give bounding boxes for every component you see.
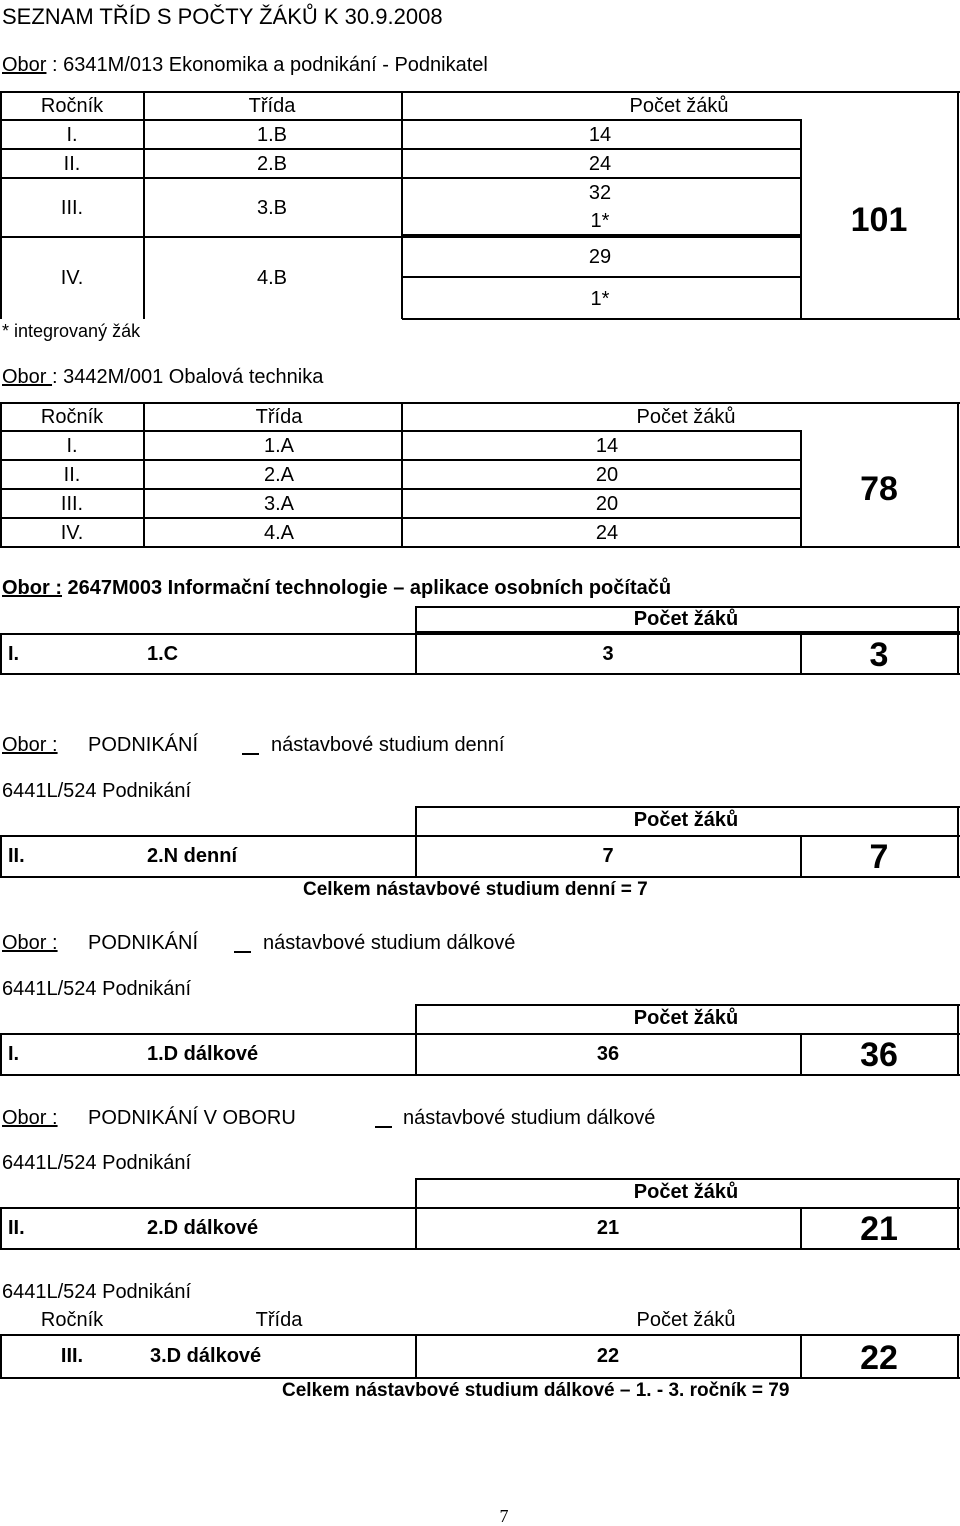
header-pocet: Počet žáků <box>633 1181 739 1203</box>
table-row-rocnik: III. <box>60 197 84 219</box>
obor-heading-5 <box>2 933 58 953</box>
obor-code: 6441L/524 Podnikání <box>2 780 192 802</box>
page-number: 7 <box>499 1506 509 1526</box>
obor-heading-2 <box>2 367 323 387</box>
table-row-rocnik: I. <box>8 643 20 665</box>
obor-label: Obor <box>2 366 53 388</box>
table-row-trida: 1.B <box>256 124 288 146</box>
summary-dalkove: Celkem nástavbové studium dálkové – 1. - 3. ročník = 79 <box>282 1380 790 1401</box>
obor-name: PODNIKÁNÍ <box>88 932 199 954</box>
table-row-pocet: 3 <box>602 643 614 665</box>
total-count: 21 <box>860 1210 898 1248</box>
table-row-pocet: 32 <box>588 182 612 204</box>
table-row-trida: 3.D dálkové <box>150 1345 262 1367</box>
header-pocet: Počet žáků <box>629 95 729 117</box>
table-row-rocnik: IV. <box>60 522 84 544</box>
table-row-trida: 2.N denní <box>147 845 238 867</box>
table-row-pocet: 22 <box>596 1345 620 1367</box>
table-row-pocet: 21 <box>596 1217 620 1239</box>
header-trida: Třída <box>255 406 303 428</box>
table-row-rocnik: IV. <box>60 267 84 289</box>
table-row-pocet: 7 <box>602 845 614 867</box>
table-row-pocet-integrated: 1* <box>590 288 610 310</box>
table-row-rocnik: I. <box>66 124 78 146</box>
obor-desc: nástavbové studium dálkové <box>263 932 516 954</box>
obor-label: Obor : <box>2 734 58 756</box>
header-rocnik: Ročník <box>40 95 104 117</box>
table-row-trida: 3.A <box>263 493 295 515</box>
obor-code: 6441L/524 Podnikání <box>2 1152 192 1174</box>
obor-heading-3 <box>2 578 671 598</box>
obor-label: Obor : <box>2 577 62 599</box>
table-row-rocnik: II. <box>8 845 25 867</box>
table-row-trida: 1.D dálkové <box>147 1043 259 1065</box>
table-row-trida: 1.C <box>147 643 179 665</box>
obor-label: Obor : <box>2 1107 58 1129</box>
table-row-pocet: 14 <box>588 124 612 146</box>
table-row-rocnik: II. <box>63 153 81 175</box>
header-rocnik: Ročník <box>40 1309 104 1331</box>
table-row-pocet: 29 <box>588 246 612 268</box>
total-count: 36 <box>860 1036 898 1074</box>
obor-heading-1 <box>2 55 488 75</box>
obor-text: : 3442M/001 Obalová technika <box>52 366 324 388</box>
total-count: 101 <box>850 201 908 239</box>
table-row-trida: 4.A <box>263 522 295 544</box>
table-row-pocet-integrated: 1* <box>590 210 610 232</box>
table-row-pocet: 20 <box>595 464 619 486</box>
table-row-trida: 2.A <box>263 464 295 486</box>
obor-text: : 6341M/013 Ekonomika a podnikání - Podnikatel <box>46 54 488 76</box>
table-row-rocnik: III. <box>60 1345 84 1367</box>
table-row-trida: 4.B <box>256 267 288 289</box>
table-row-trida: 1.A <box>263 435 295 457</box>
header-pocet: Počet žáků <box>633 809 739 831</box>
obor-name: PODNIKÁNÍ <box>88 734 199 756</box>
obor-heading-6 <box>2 1108 58 1128</box>
header-pocet: Počet žáků <box>636 1309 736 1331</box>
total-count: 78 <box>860 470 898 508</box>
table-row-rocnik: I. <box>8 1043 20 1065</box>
table-row-trida: 2.D dálkové <box>147 1217 259 1239</box>
header-trida: Třída <box>248 95 296 117</box>
total-count: 7 <box>869 838 889 876</box>
table-row-pocet: 14 <box>595 435 619 457</box>
obor-code: 6441L/524 Podnikání <box>2 978 192 1000</box>
obor-name: PODNIKÁNÍ V OBORU <box>88 1107 296 1129</box>
header-rocnik: Ročník <box>40 406 104 428</box>
table-row-pocet: 36 <box>596 1043 620 1065</box>
header-pocet: Počet žáků <box>633 1007 739 1029</box>
table-row-trida: 3.B <box>256 197 288 219</box>
table-row-trida: 2.B <box>256 153 288 175</box>
summary-denni: Celkem nástavbové studium denní = 7 <box>303 879 648 900</box>
total-count: 3 <box>869 636 889 674</box>
table-row-rocnik: I. <box>66 435 78 457</box>
table-row-pocet: 20 <box>595 493 619 515</box>
obor-desc: nástavbové studium denní <box>271 734 505 756</box>
obor-label: Obor <box>2 54 47 76</box>
obor-desc: nástavbové studium dálkové <box>403 1107 656 1129</box>
table-row-rocnik: II. <box>8 1217 25 1239</box>
obor-heading-4 <box>2 735 58 755</box>
header-pocet: Počet žáků <box>633 608 739 630</box>
page-title: SEZNAM TŘÍD S POČTY ŽÁKŮ K 30.9.2008 <box>2 4 443 29</box>
total-count: 22 <box>860 1339 898 1377</box>
obor-text: 2647M003 Informační technologie – aplikace osobních počítačů <box>62 577 672 599</box>
obor-code: 6441L/524 Podnikání <box>2 1281 192 1303</box>
table-row-rocnik: III. <box>60 493 84 515</box>
obor-label: Obor : <box>2 932 58 954</box>
header-trida: Třída <box>255 1309 303 1331</box>
footnote: * integrovaný žák <box>2 321 141 341</box>
header-pocet: Počet žáků <box>636 406 736 428</box>
table-row-rocnik: II. <box>63 464 81 486</box>
table-row-pocet: 24 <box>595 522 619 544</box>
table-row-pocet: 24 <box>588 153 612 175</box>
